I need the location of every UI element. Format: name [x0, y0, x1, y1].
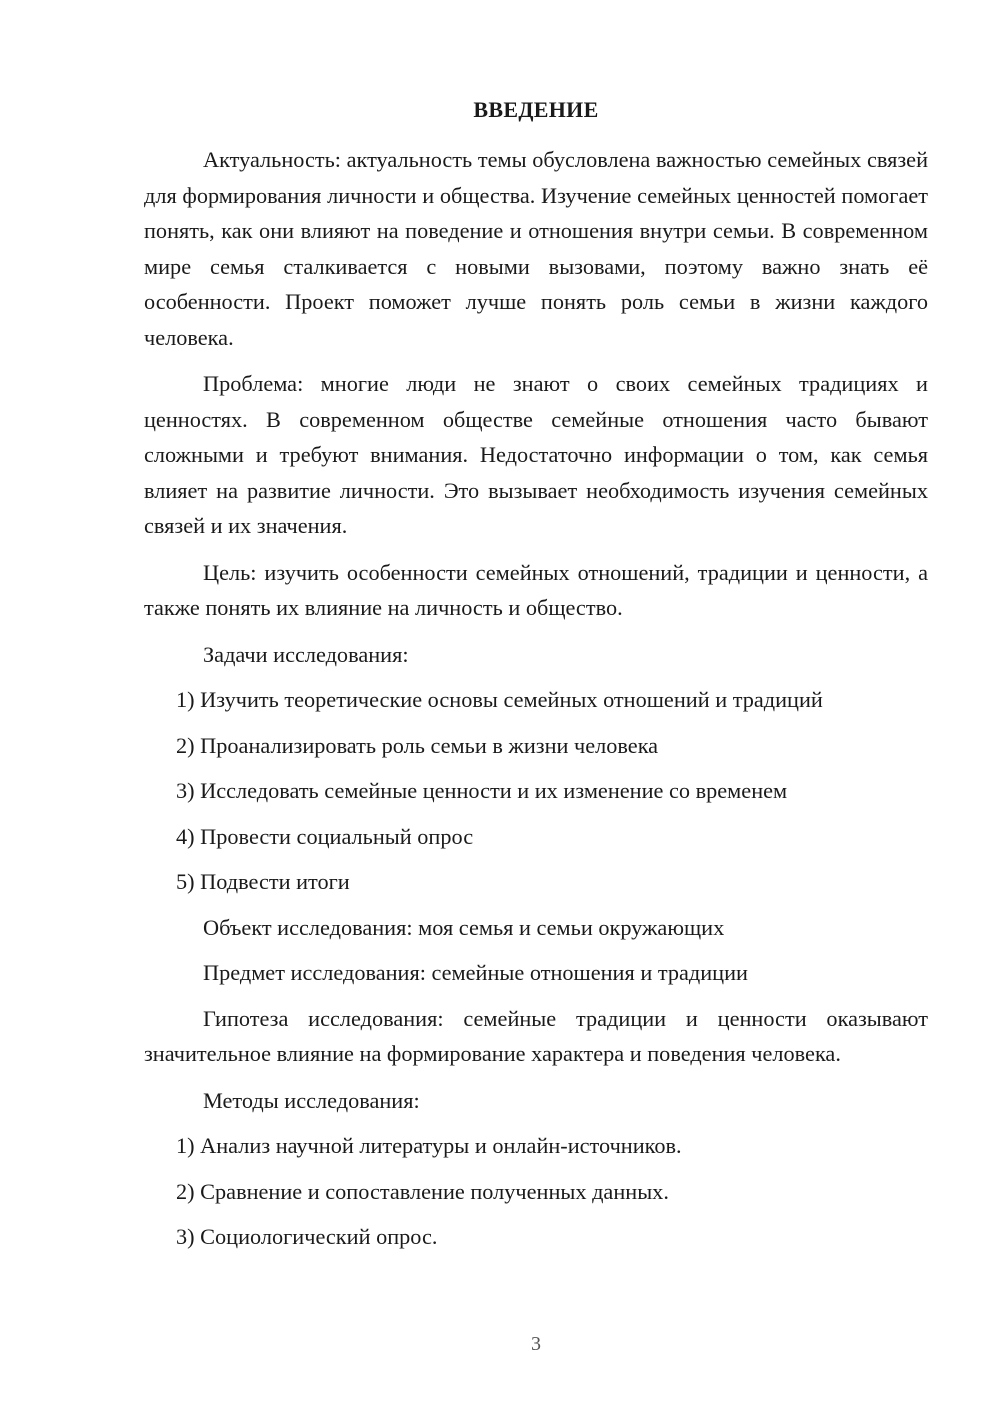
- relevance-paragraph: Актуальность: актуальность темы обусловлена важностью семейных связей для формирования личности и общества. Изучение семейных ценностей помогает понять, как они влияют на поведение и отношения внутри семьи. В современном мире семья сталкивается с новыми вызовами, поэтому важно знать её особенности. Проект поможет лучше понять роль семьи в жизни каждого человека.: [144, 147, 928, 350]
- section-title: ВВЕДЕНИЕ: [473, 97, 599, 122]
- page-number: 3: [531, 1333, 541, 1355]
- hypothesis-paragraph: Гипотеза исследования: семейные традиции и ценности оказывают значительное влияние на формирование характера и поведения человека.: [144, 1005, 928, 1066]
- list-item: 3) Исследовать семейные ценности и их изменение со временем: [176, 778, 788, 803]
- list-item: 3) Социологический опрос.: [176, 1224, 438, 1249]
- subject-line: Предмет исследования: семейные отношения и традиции: [203, 960, 748, 985]
- object-line: Объект исследования: моя семья и семьи окружающих: [203, 914, 725, 940]
- list-item: 1) Анализ научной литературы и онлайн-источников.: [176, 1133, 682, 1158]
- goal-paragraph: Цель: изучить особенности семейных отношений, традиции и ценности, а также понять их влияние на личность и общество.: [144, 559, 928, 620]
- tasks-list: [144, 682, 928, 899]
- methods-list: [144, 1128, 928, 1254]
- list-item: 4) Провести социальный опрос: [176, 823, 474, 849]
- tasks-heading: Задачи исследования:: [203, 641, 409, 667]
- document-body: [144, 142, 928, 1265]
- methods-heading: Методы исследования:: [203, 1087, 420, 1113]
- list-item: 2) Сравнение и сопоставление полученных данных.: [176, 1178, 669, 1204]
- list-item: 2) Проанализировать роль семьи в жизни человека: [176, 732, 659, 758]
- list-item: 5) Подвести итоги: [176, 869, 350, 894]
- list-item: 1) Изучить теоретические основы семейных отношений и традиций: [176, 687, 823, 712]
- problem-paragraph: Проблема: многие люди не знают о своих семейных традициях и ценностях. В современном обществе семейные отношения часто бывают сложными и требуют внимания. Недостаточно информации о том, как семья влияет на развитие личности. Это вызывает необходимость изучения семейных связей и их значения.: [144, 371, 928, 538]
